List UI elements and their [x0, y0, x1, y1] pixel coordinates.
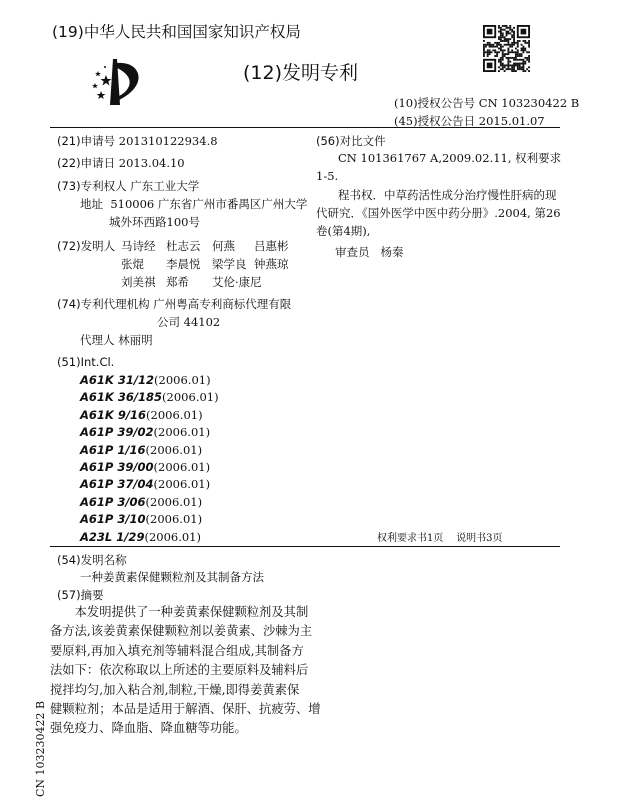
abstract-line: 搅拌均匀,加入粘合剂,制粒,干燥,即得姜黄素保: [50, 682, 300, 697]
description-pages: 说明书3页: [456, 533, 503, 544]
reference-line: CN 101361767 A,2009.02.11, 权利要求: [338, 151, 562, 165]
value: 杨秦: [380, 245, 404, 259]
inventor-name: 杜志云: [166, 239, 201, 253]
label: (22)申请日: [57, 156, 116, 170]
patent-office: (19)中华人民共和国国家知识产权局: [52, 23, 301, 41]
abstract-line: 本发明提供了一种姜黄素保健颗粒剂及其制: [50, 605, 309, 619]
abstract-line: 备方法,该姜黄素保健颗粒剂以姜黄素、沙棘为主: [50, 624, 313, 639]
value: 广东工业大学: [130, 179, 200, 193]
grant-pub-no-label: (10)授权公告号: [394, 96, 476, 110]
patentee: [57, 179, 199, 193]
inventor-name: 何燕: [212, 239, 235, 253]
inventor-name: 刘美祺: [121, 275, 156, 289]
ipc-entry: [80, 477, 210, 491]
address: [80, 197, 307, 211]
ipc-code: A61P 37/04: [80, 477, 154, 492]
top-divider: [50, 127, 560, 128]
ipc-entry: [80, 495, 202, 509]
ipc-entry: [80, 530, 201, 544]
abstract-text: [50, 603, 321, 739]
inventor-name: 郑希: [166, 275, 189, 289]
ipc-entry: [80, 390, 219, 404]
address-line2: 城外环西路100号: [109, 215, 200, 229]
grant-pub-date-value: 2015.01.07: [478, 114, 545, 128]
application-number: [57, 134, 218, 148]
value: 510006 广东省广州市番禺区广州大学: [110, 197, 308, 211]
ipc-version: (2006.01): [153, 460, 211, 474]
abstract-label: (57)摘要: [57, 588, 104, 602]
value: 201310122934.8: [118, 134, 218, 148]
ipc-version: (2006.01): [145, 512, 203, 527]
inventor-name: 艾伦·康尼: [212, 275, 262, 289]
ipc-code: A61P 3/06: [80, 494, 146, 509]
reference-line: 1-5.: [316, 169, 339, 183]
ipc-entry: [80, 425, 210, 439]
agency: [57, 297, 291, 311]
grant-pub-no-value: CN 103230422 B: [478, 96, 580, 110]
inventor-name: 梁学良: [212, 257, 247, 271]
label: (74)专利代理机构: [57, 297, 150, 311]
inventor-name: 吕惠彬: [254, 239, 289, 253]
ipc-version: (2006.01): [145, 442, 203, 457]
ipc-code: A61P 3/10: [80, 512, 146, 527]
inventor-name: 李晨悦: [166, 257, 201, 271]
ipc-version: (2006.01): [146, 407, 203, 422]
inventors-label: (72)发明人: [57, 239, 116, 253]
document-type: (12)发明专利: [243, 62, 359, 84]
reference-line: 程书权．中草药活性成分治疗慢性肝病的现: [338, 188, 557, 202]
inventor-name: 马诗经: [121, 239, 156, 253]
qr-code-icon: [483, 25, 530, 72]
references-label: (56)对比文件: [316, 134, 386, 148]
value: 2013.04.10: [118, 156, 185, 170]
ipc-label: (51)Int.Cl.: [57, 355, 115, 369]
ipc-version: (2006.01): [162, 390, 219, 405]
claims-pages: 权利要求书1页: [377, 533, 444, 544]
ipc-code: A61K 36/185: [80, 390, 163, 405]
value: 广州粤高专利商标代理有限: [153, 297, 292, 311]
ipc-entry: [80, 460, 210, 474]
abstract-line: 健颗粒剂；本品是适用于解酒、保肝、抗疲劳、增: [50, 702, 321, 717]
label: (73)专利权人: [57, 179, 127, 193]
label: 审查员: [335, 245, 370, 259]
grant-pub-date-label: (45)授权公告日: [394, 114, 476, 128]
grant-pub-date: [394, 114, 545, 128]
ipc-version: (2006.01): [154, 373, 211, 387]
grant-pub-no: [394, 96, 579, 110]
label: (21)申请号: [57, 134, 116, 148]
agent: [80, 333, 153, 347]
label: 地址: [80, 197, 103, 211]
label: 代理人: [80, 333, 115, 347]
ipc-entry: [80, 408, 203, 422]
application-date: [57, 156, 185, 170]
ipc-entry: [80, 373, 211, 387]
page-counts: [377, 532, 502, 546]
title-label: (54)发明名称: [57, 553, 127, 567]
ipc-version: (2006.01): [153, 425, 211, 440]
abstract-line: 要原料,再加入填充剂等辅料混合组成,其制备方: [50, 643, 304, 658]
agency-line2: 公司 44102: [157, 315, 221, 329]
ipc-version: (2006.01): [144, 529, 201, 544]
ipc-version: (2006.01): [153, 477, 211, 492]
examiner: [335, 245, 403, 259]
ipc-code: A61P 39/02: [80, 425, 154, 440]
reference-line: 卷(第4期),: [316, 224, 371, 238]
ipc-entry: [80, 443, 202, 457]
abstract-line: 法如下：依次称取以上所述的主要原料及辅料后: [50, 663, 309, 678]
reference-line: 代研究．《国外医学中医中药分册》.2004, 第26: [316, 206, 561, 220]
abstract-line: 强免疫力、降血脂、降血糖等功能。: [50, 721, 247, 736]
ipc-code: A61K 9/16: [80, 407, 147, 422]
invention-title: 一种姜黄素保健颗粒剂及其制备方法: [80, 570, 264, 584]
ipc-version: (2006.01): [145, 494, 203, 509]
ipc-code: A61P 1/16: [80, 442, 146, 457]
side-document-number: CN 103230422 B: [34, 700, 47, 797]
ipc-entry: [80, 512, 202, 526]
ipc-code: A61P 39/00: [80, 460, 154, 474]
cnipa-logo-icon: [86, 57, 148, 107]
ipc-code: A61K 31/12: [80, 373, 155, 387]
value: 林丽明: [118, 333, 153, 347]
inventor-name: 钟燕琼: [254, 257, 289, 271]
ipc-code: A23L 1/29: [80, 529, 145, 544]
bottom-divider: [50, 546, 560, 547]
inventor-name: 张焜: [121, 257, 144, 271]
